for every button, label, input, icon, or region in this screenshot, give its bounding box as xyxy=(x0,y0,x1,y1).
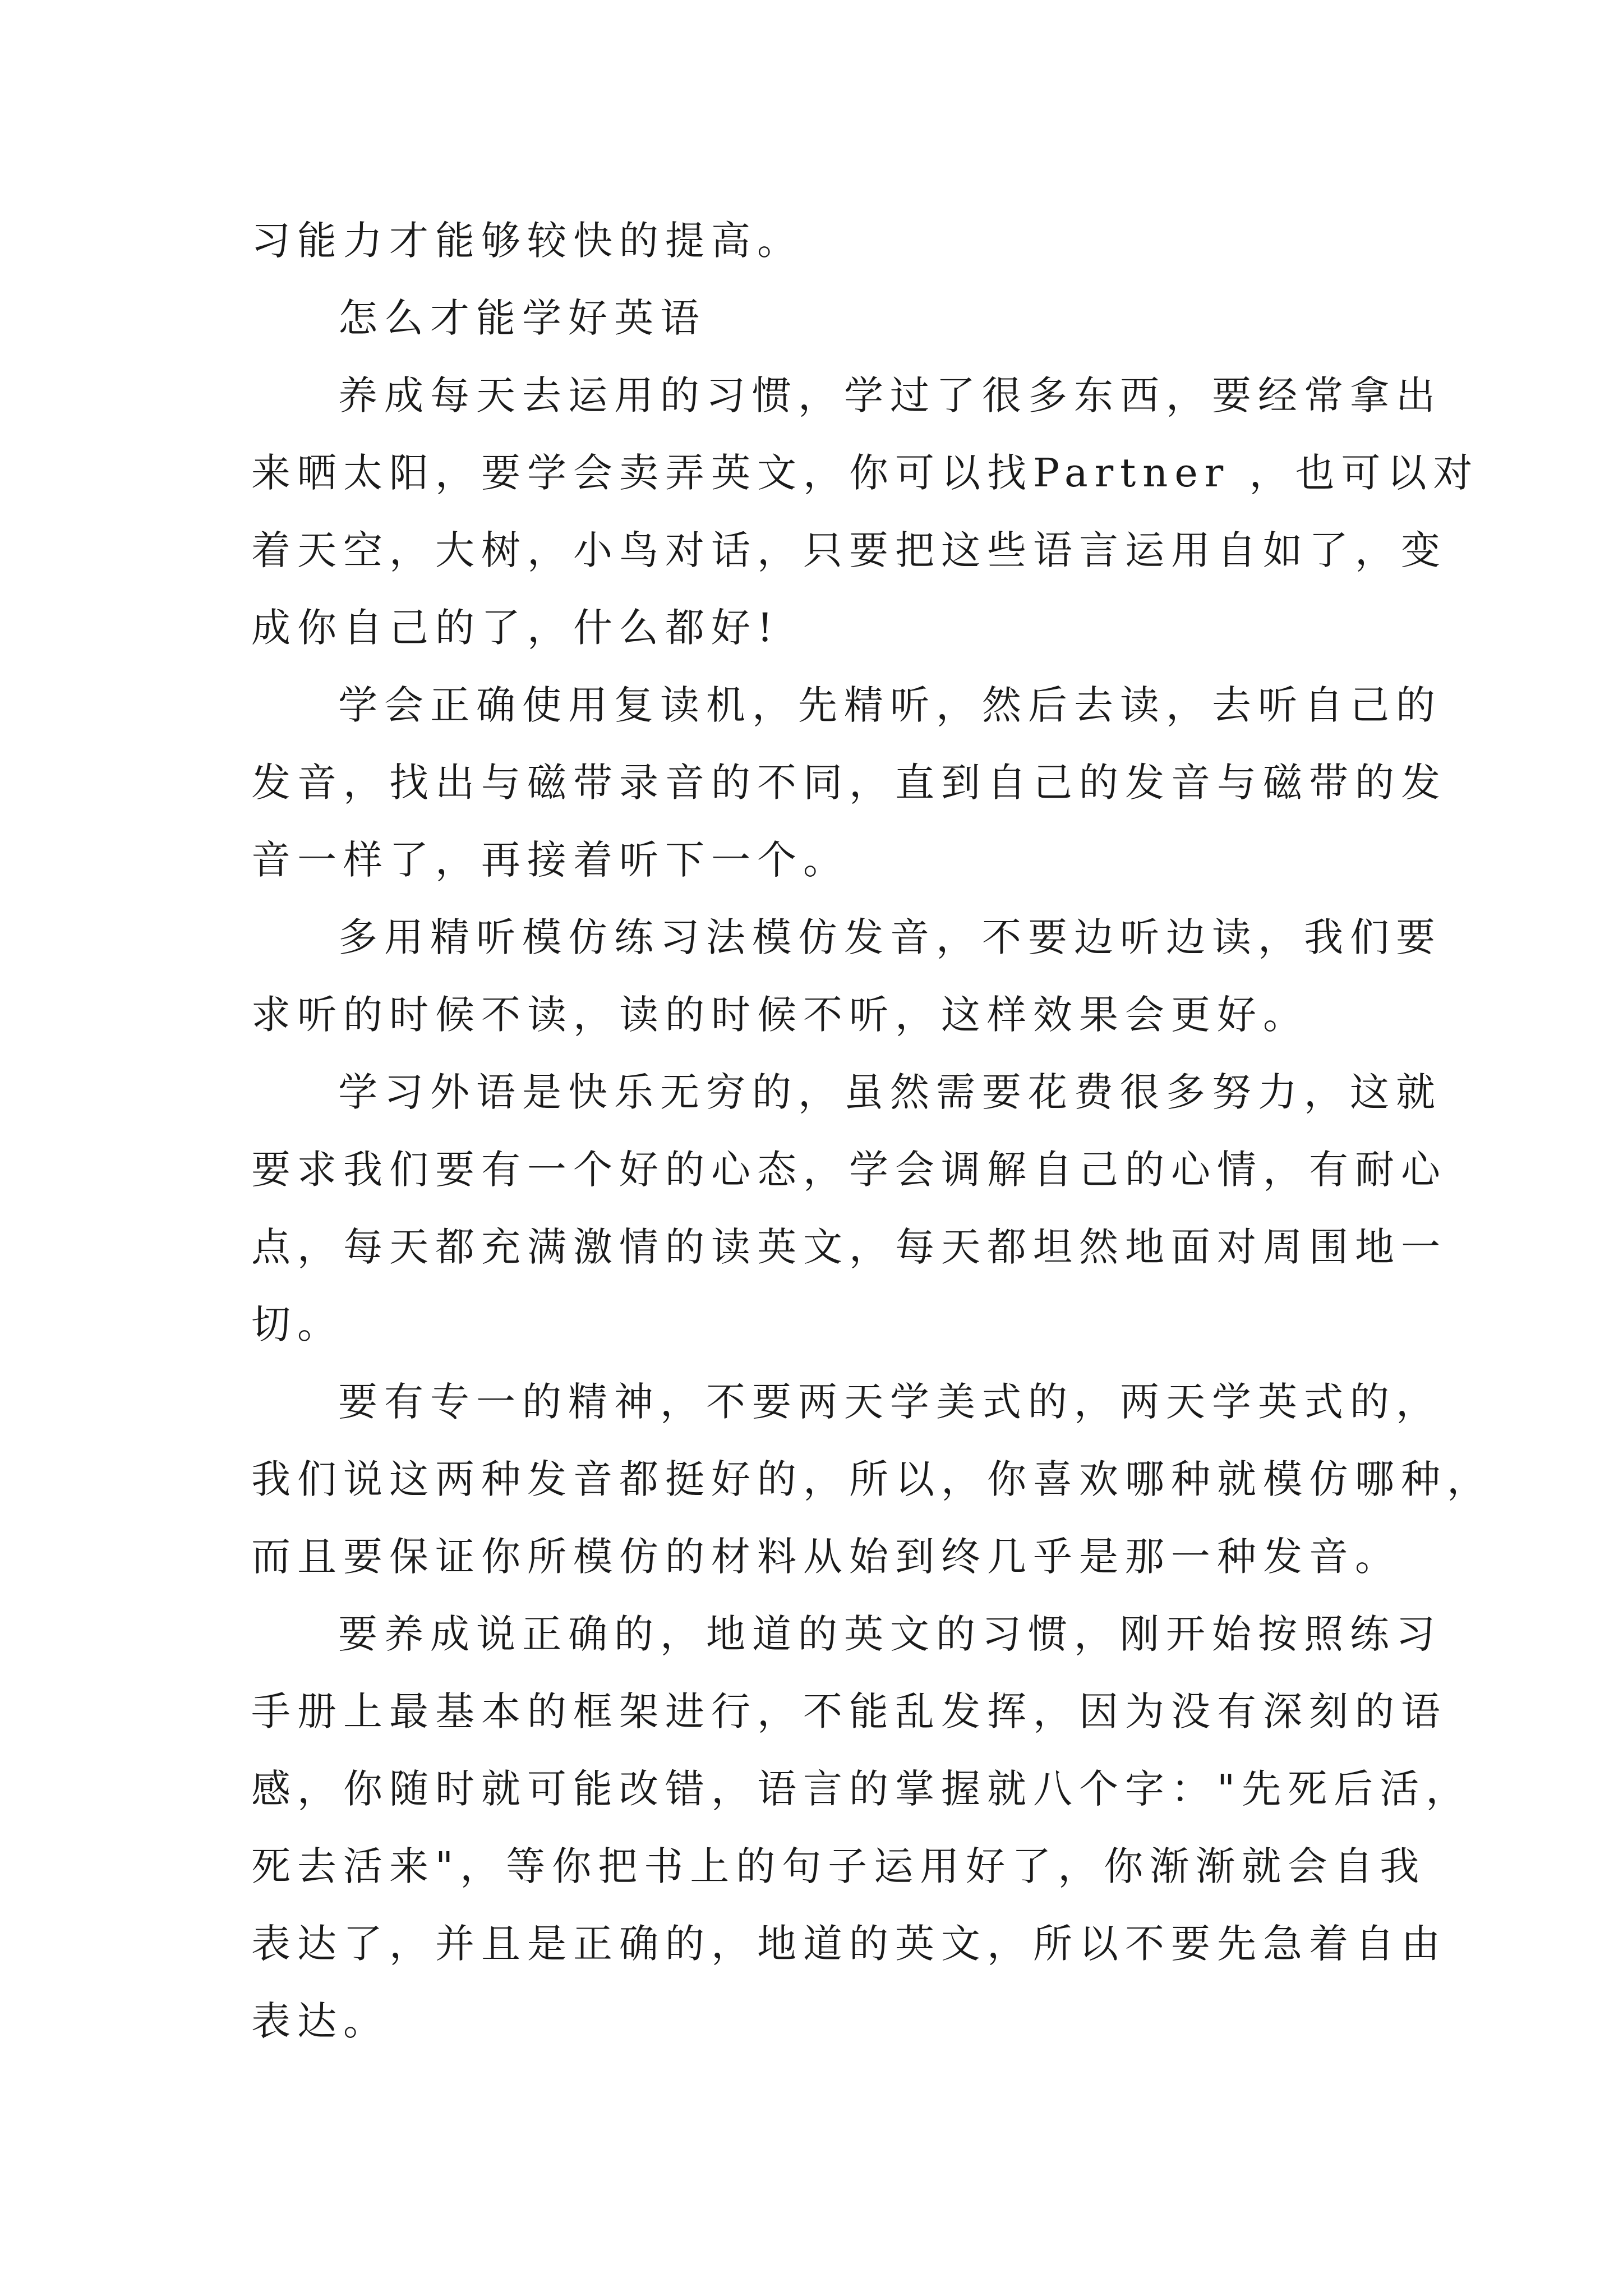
paragraph-line: 求听的时候不读，读的时候不听，这样效果会更好。 xyxy=(251,992,1309,1038)
paragraph-line: 成你自己的了，什么都好! xyxy=(251,605,780,651)
section-heading: 怎么才能学好英语 xyxy=(338,295,706,341)
paragraph-line: 表达了，并且是正确的，地道的英文，所以不要先急着自由 xyxy=(251,1921,1447,1967)
document-page xyxy=(251,202,1493,2060)
paragraph-line: 发音，找出与磁带录音的不同，直到自己的发音与磁带的发 xyxy=(251,760,1447,806)
paragraph-line: 表达。 xyxy=(251,1998,389,2044)
paragraph-line: 感，你随时就可能改错，语言的掌握就八个字："先死后活， xyxy=(251,1766,1472,1812)
paragraph-line: 多用精听模仿练习法模仿发音，不要边听边读，我们要 xyxy=(338,914,1442,960)
paragraph-line: 死去活来"，等你把书上的句子运用好了，你渐渐就会自我 xyxy=(251,1843,1426,1889)
paragraph-line: 着天空，大树，小鸟对话，只要把这些语言运用自如了，变 xyxy=(251,527,1447,573)
paragraph-line: 养成每天去运用的习惯，学过了很多东西，要经常拿出 xyxy=(338,372,1442,418)
paragraph-line: 点，每天都充满激情的读英文，每天都坦然地面对周围地一 xyxy=(251,1224,1447,1270)
paragraph-line: 音一样了，再接着听下一个。 xyxy=(251,837,849,883)
paragraph-line: 要有专一的精神，不要两天学美式的，两天学英式的， xyxy=(338,1379,1442,1425)
paragraph-line: 切。 xyxy=(251,1301,343,1347)
paragraph-line: 来晒太阳，要学会卖弄英文，你可以找Partner ，也可以对 xyxy=(251,450,1479,496)
text-line: 习能力才能够较快的提高。 xyxy=(251,218,803,264)
paragraph-line: 学会正确使用复读机，先精听，然后去读，去听自己的 xyxy=(338,682,1442,728)
paragraph-line: 而且要保证你所模仿的材料从始到终几乎是那一种发音。 xyxy=(251,1534,1401,1580)
paragraph-line: 要求我们要有一个好的心态，学会调解自己的心情，有耐心 xyxy=(251,1147,1447,1193)
paragraph-line: 手册上最基本的框架进行，不能乱发挥，因为没有深刻的语 xyxy=(251,1688,1447,1734)
paragraph-line: 学习外语是快乐无穷的，虽然需要花费很多努力，这就 xyxy=(338,1069,1442,1115)
paragraph-line: 要养成说正确的，地道的英文的习惯，刚开始按照练习 xyxy=(338,1611,1442,1657)
paragraph-line: 我们说这两种发音都挺好的，所以，你喜欢哪种就模仿哪种， xyxy=(251,1456,1493,1502)
